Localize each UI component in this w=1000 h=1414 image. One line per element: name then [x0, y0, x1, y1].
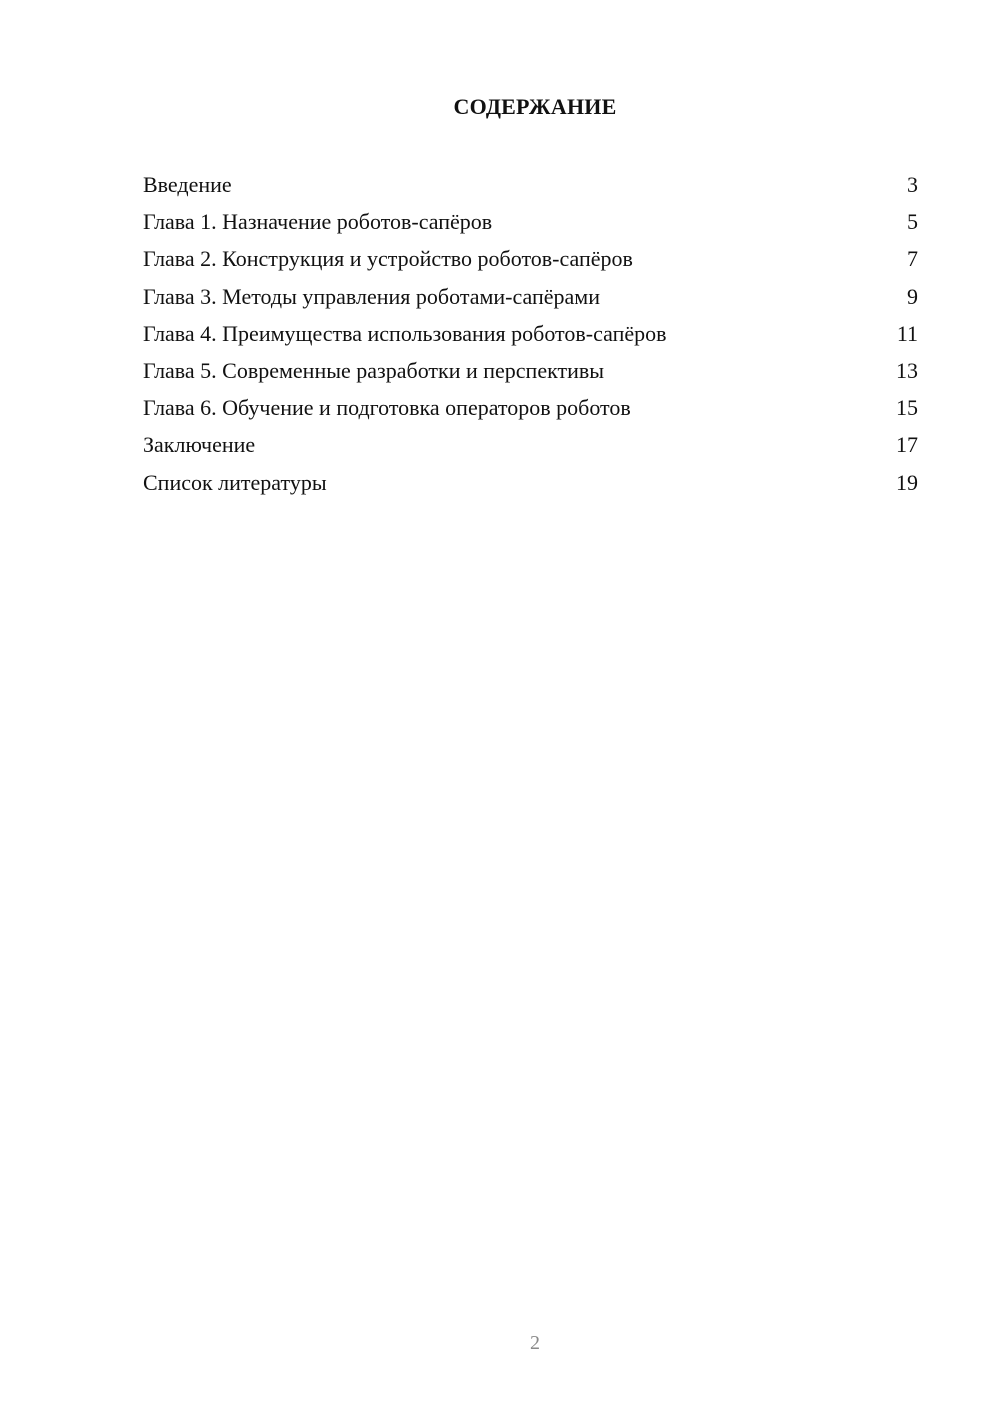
toc-entry-introduction[interactable] [143, 168, 918, 205]
toc-entry-page: 5 [907, 209, 918, 235]
toc-entry-title: Список литературы [143, 469, 327, 495]
page-number: 2 [530, 1332, 540, 1354]
toc-entry-page: 7 [907, 246, 918, 272]
toc-entry-page: 15 [896, 395, 918, 421]
toc-entry-title: Глава 5. Современные разработки и перспективы [143, 357, 605, 383]
toc-entry-page: 17 [896, 432, 918, 458]
toc-entry-page: 9 [907, 283, 918, 309]
toc-entry-page: 11 [896, 320, 918, 346]
toc-entry-title: Заключение [143, 432, 256, 458]
toc-entry-title: Глава 1. Назначение роботов-сапёров [143, 209, 493, 235]
toc-entry-title: Глава 2. Конструкция и устройство роботов-сапёров [143, 246, 633, 272]
page-title: СОДЕРЖАНИЕ [453, 94, 617, 119]
toc-entry-page: 3 [907, 172, 918, 197]
toc-entry-title: Глава 6. Обучение и подготовка операторов роботов [143, 395, 631, 421]
toc-entry-chapter-2[interactable] [143, 242, 918, 279]
toc-entry-chapter-1[interactable] [143, 205, 918, 242]
toc-entry-chapter-5[interactable] [143, 354, 918, 391]
toc-entry-page: 13 [896, 357, 918, 383]
toc-entry-page: 19 [896, 469, 918, 495]
toc-entry-chapter-4[interactable] [143, 317, 918, 354]
toc-entry-title: Глава 3. Методы управления роботами-сапёрами [143, 283, 600, 309]
table-of-contents [143, 168, 918, 503]
toc-entry-references[interactable] [143, 466, 918, 503]
toc-entry-title: Введение [143, 172, 232, 197]
toc-entry-title: Глава 4. Преимущества использования роботов-сапёров [143, 320, 667, 346]
toc-entry-conclusion[interactable] [143, 428, 918, 465]
toc-entry-chapter-3[interactable] [143, 280, 918, 317]
toc-entry-chapter-6[interactable] [143, 391, 918, 428]
